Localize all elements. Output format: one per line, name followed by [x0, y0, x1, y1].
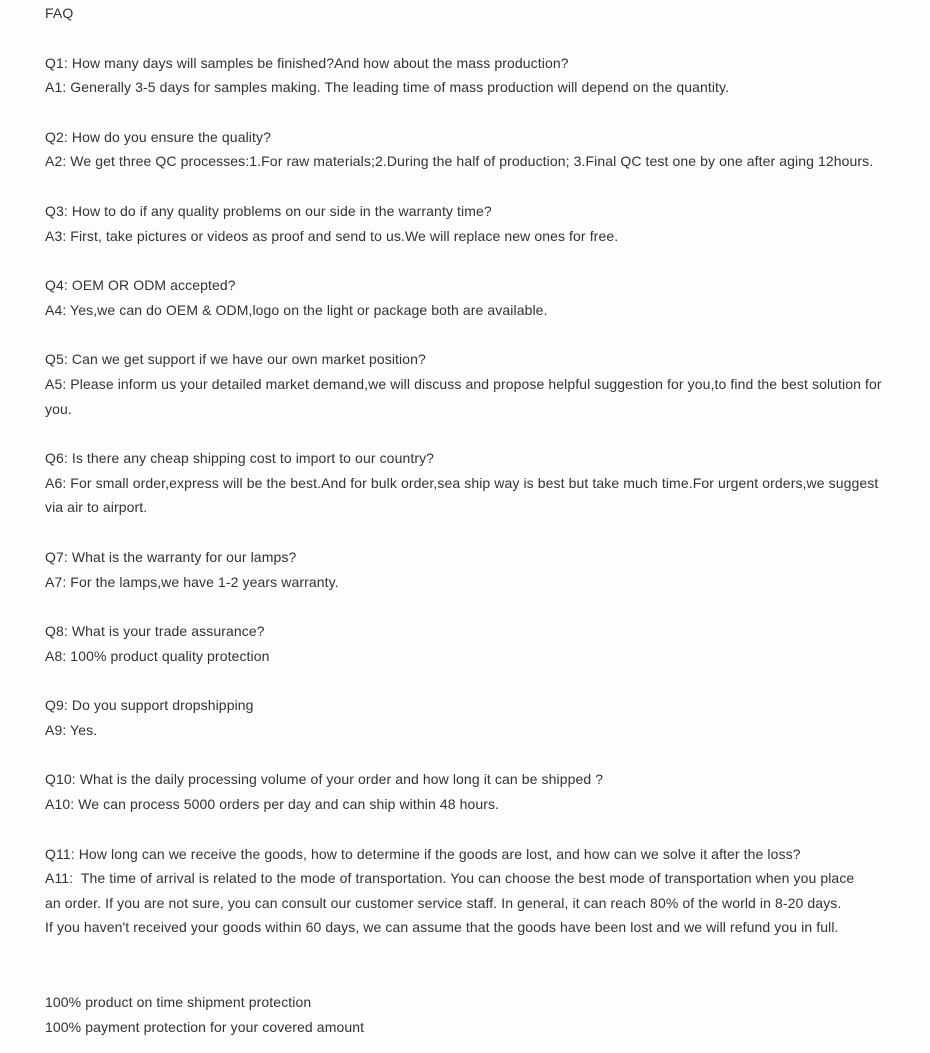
- faq-question-3: Q3: How to do if any quality problems on our side in the warranty time?: [45, 202, 492, 219]
- faq-answer-8: A8: 100% product quality protection: [45, 647, 270, 664]
- faq-answer-2: A2: We get three QC processes:1.For raw materials;2.During the half of production; 3.Final QC test one by one after aging 12hours.: [45, 153, 874, 170]
- guarantee-payment-line: 100% payment protection for your covered amount: [45, 1018, 365, 1035]
- faq-item-1: [45, 51, 915, 100]
- faq-item-11: [45, 842, 915, 940]
- faq-answer-11-line-3: If you haven't received your goods within 60 days, we can assume that the goods have been lost and we will refund you in full.: [45, 919, 839, 936]
- guarantee-shipment-line: 100% product on time shipment protection: [45, 994, 312, 1011]
- faq-item-10: [45, 767, 915, 816]
- faq-answer-5-line-1: A5: Please inform us your detailed market demand,we will discuss and propose helpful suggestion for you,to find the best solution for: [45, 375, 882, 392]
- faq-item-2: [45, 125, 915, 174]
- faq-item-3: [45, 199, 915, 248]
- page-title: FAQ: [45, 5, 74, 21]
- faq-answer-1: A1: Generally 3-5 days for samples making. The leading time of mass production will depend on the quantity.: [45, 79, 730, 96]
- faq-answer-6-line-2: via air to airport.: [45, 499, 148, 516]
- faq-answer-5-line-2: you.: [45, 400, 72, 417]
- faq-answer-9: A9: Yes.: [45, 721, 98, 738]
- faq-answer-11-line-1: A11: The time of arrival is related to the mode of transportation. You can choose the best mode of transportation when you place: [45, 870, 855, 887]
- faq-answer-10: A10: We can process 5000 orders per day and can ship within 48 hours.: [45, 796, 500, 813]
- faq-item-4: [45, 273, 915, 322]
- faq-question-7: Q7: What is the warranty for our lamps?: [45, 548, 297, 565]
- faq-answer-11-line-2: an order. If you are not sure, you can consult our customer service staff. In general, it can reach 80% of the world in 8-20 days.: [45, 894, 842, 911]
- faq-item-7: [45, 545, 915, 594]
- faq-answer-7: A7: For the lamps,we have 1-2 years warranty.: [45, 573, 339, 590]
- faq-item-8: [45, 619, 915, 668]
- faq-question-4: Q4: OEM OR ODM accepted?: [45, 277, 236, 294]
- faq-item-5: [45, 347, 915, 421]
- faq-answer-4: A4: Yes,we can do OEM & ODM,logo on the light or package both are available.: [45, 301, 548, 318]
- guarantee-notes: [45, 990, 915, 1039]
- faq-question-8: Q8: What is your trade assurance?: [45, 623, 265, 640]
- faq-question-11: Q11: How long can we receive the goods, how to determine if the goods are lost, and how can we solve it after the loss?: [45, 845, 801, 862]
- faq-question-5: Q5: Can we get support if we have our own market position?: [45, 351, 426, 368]
- faq-item-9: [45, 693, 915, 742]
- faq-question-2: Q2: How do you ensure the quality?: [45, 128, 271, 145]
- faq-question-1: Q1: How many days will samples be finished?And how about the mass production?: [45, 54, 569, 71]
- faq-answer-6-line-1: A6: For small order,express will be the best.And for bulk order,sea ship way is best but take much time.For urgent orders,we suggest: [45, 474, 879, 491]
- faq-item-6: [45, 446, 915, 520]
- faq-question-6: Q6: Is there any cheap shipping cost to import to our country?: [45, 450, 435, 467]
- faq-question-10: Q10: What is the daily processing volume of your order and how long it can be shipped ?: [45, 771, 604, 788]
- faq-question-9: Q9: Do you support dropshipping: [45, 697, 254, 714]
- faq-answer-3: A3: First, take pictures or videos as proof and send to us.We will replace new ones for free.: [45, 227, 619, 244]
